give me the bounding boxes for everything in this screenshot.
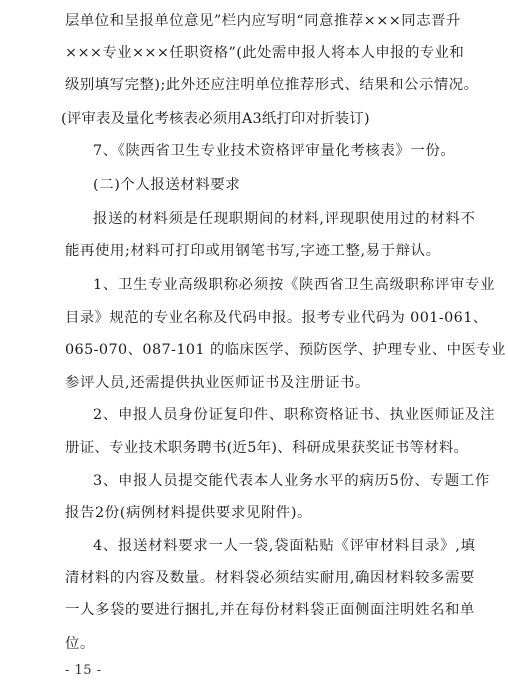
text-line: 层单位和呈报单位意见”栏内应写明“同意推荐×××同志晋升: [65, 13, 461, 29]
text-line: 级别填写完整);此外还应注明单位推荐形式、结果和公示情况。: [65, 77, 479, 93]
text-line: 参评人员,还需提供执业医师证书及注册证书。: [65, 375, 370, 391]
text-line: (评审表及量化考核表必须用A3纸打印对折装订): [61, 111, 370, 127]
list-item-2: 2、申报人员身份证复印件、职称资格证书、执业医师证及注: [93, 407, 496, 423]
text-line: 能再使用;材料可打印或用钢笔书写,字迹工整,易于辩认。: [65, 243, 441, 259]
list-item-3: 3、申报人员提交能代表本人业务水平的病历5份、专题工作: [93, 473, 490, 489]
text-line: 目录》规范的专业名称及代码申报。报考专业代码为 001-061、: [65, 310, 488, 326]
paragraph-start: 报送的材料须是任现职期间的材料,评现职使用过的材料不: [93, 211, 476, 227]
text-line: 报告2份(病例材料提供要求见附件)。: [65, 505, 313, 521]
section-heading: (二)个人报送材料要求: [93, 177, 241, 193]
text-line: 册证、专业技术职务聘书(近5年)、科研成果获奖证书等材料。: [65, 440, 469, 456]
list-item-7: 7、《陕西省卫生专业技术资格评审量化考核表》一份。: [93, 143, 456, 159]
text-line: 一人多袋的要进行捆扎,并在每份材料袋正面侧面注明姓名和单: [65, 602, 475, 618]
text-line: 位。: [65, 636, 95, 652]
page-number: - 15 -: [65, 663, 102, 678]
text-line: ×××专业×××任职资格”(此处需申报人将本人申报的专业和: [65, 45, 465, 61]
text-line: 清材料的内容及数量。材料袋必须结实耐用,确因材料较多需要: [65, 570, 475, 586]
text-line: 065-070、087-101 的临床医学、预防医学、护理专业、中医专业: [65, 342, 506, 358]
list-item-4: 4、报送材料要求一人一袋,袋面粘贴《评审材料目录》,填: [93, 538, 476, 554]
list-item-1: 1、卫生专业高级职称必须按《陕西省卫生高级职称评审专业: [93, 277, 496, 293]
